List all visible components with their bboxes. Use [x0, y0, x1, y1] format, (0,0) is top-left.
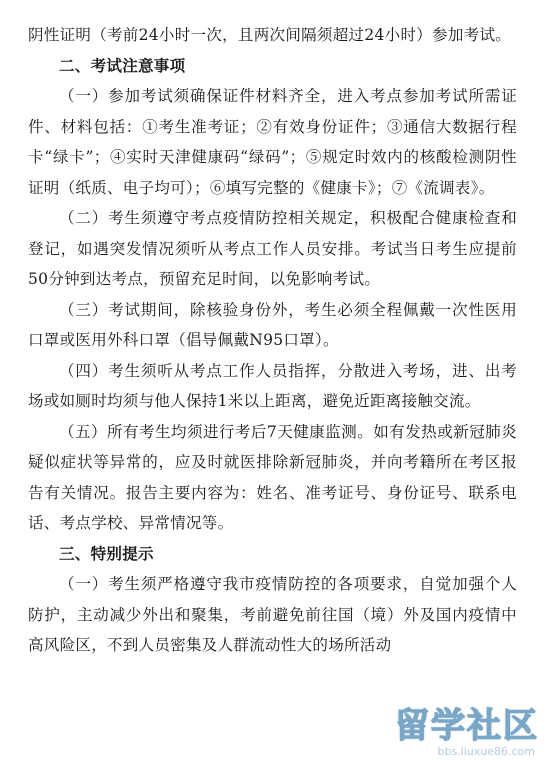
paragraph-item-4: （四）考生须听从考点工作人员指挥，分散进入考场，进、出考场或如厕时均须与他人保持1米以上距离，避免近距离接触交流。 — [28, 361, 517, 410]
paragraph-item-2: （二）考生须遵守考点疫情防控相关规定，积极配合健康检查和登记，如遇突发情况须听从考点工作人员安排。考试当日考生应提前50分钟到达考点，预留充足时间，以免影响考试。 — [28, 209, 517, 288]
paragraph-item-1: （一）参加考试须确保证件材料齐全，进入考点参加考试所需证件、材料包括：①考生准考证；②有效身份证件；③通信大数据行程卡“绿卡”；④实时天津健康码“绿码”；⑤规定时效内的核酸检测阴性证明（纸质、电子均可）；⑥填写完整的《健康卡》；⑦《流调表》。 — [28, 87, 517, 197]
section-heading-special-tips: 三、特别提示 — [59, 544, 154, 563]
paragraph-special-item-1: （一）考生须严格遵守我市疫情防控的各项要求，自觉加强个人防护，主动减少外出和聚集，考前避免前往国（境）外及国内疫情中高风险区，不到人员密集及人群流动性大的场所活动 — [28, 575, 517, 654]
paragraph-item-3: （三）考试期间，除核验身份外，考生必须全程佩戴一次性医用口罩或医用外科口罩（倡导佩戴N95口罩）。 — [28, 300, 517, 349]
watermark-url: bbs.liuxue86.com — [437, 745, 535, 758]
section-heading-exam-notes: 二、考试注意事项 — [59, 56, 186, 75]
watermark-logo: 留学社区 — [395, 706, 539, 746]
paragraph-continuation: 阴性证明（考前24小时一次，且两次间隔须超过24小时）参加考试。 — [28, 26, 512, 44]
paragraph-item-5: （五）所有考生均须进行考后7天健康监测。如有发热或新冠肺炎疑似症状等异常的，应及时就医排除新冠肺炎，并向考籍所在考区报告有关情况。报告主要内容为：姓名、准考证号、身份证号、联系电话、考点学校、异常情况等。 — [28, 422, 517, 532]
